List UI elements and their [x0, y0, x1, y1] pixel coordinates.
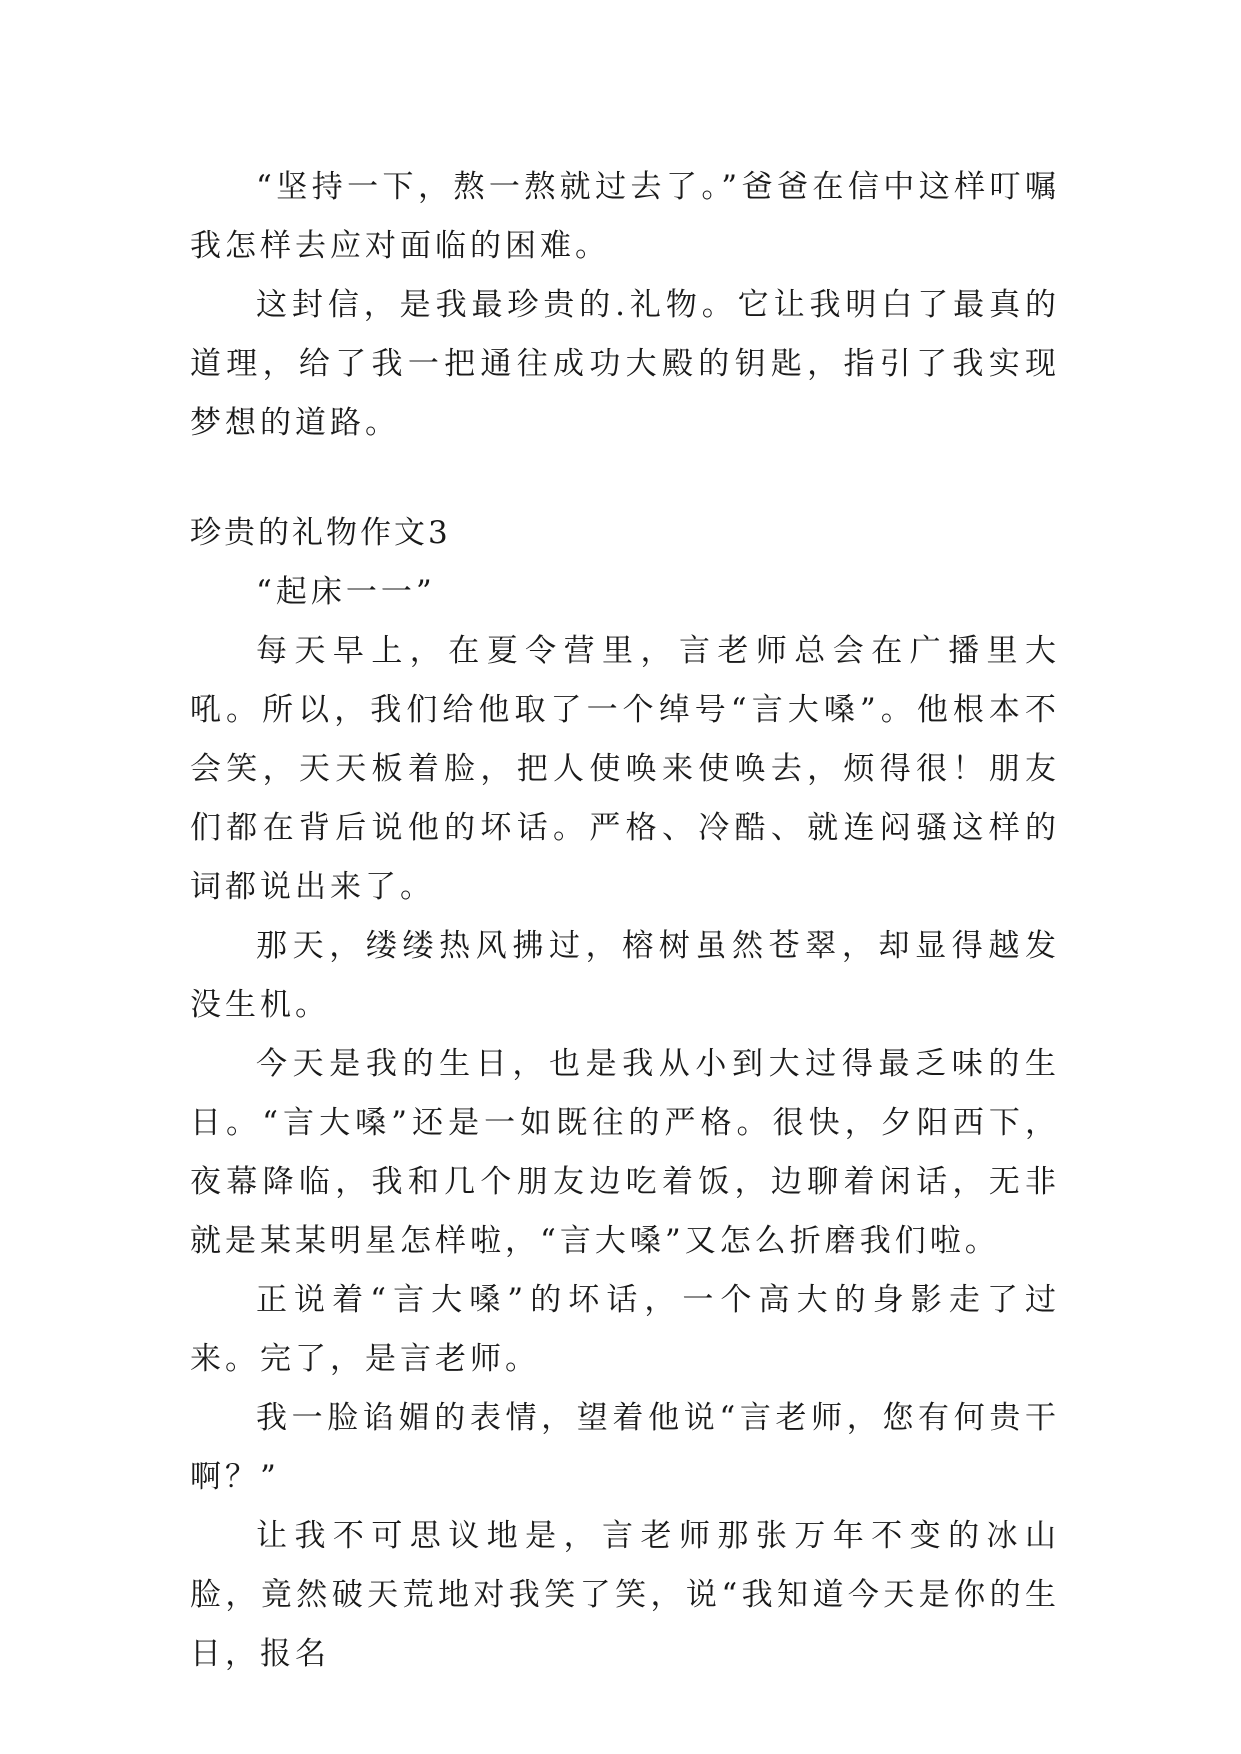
paragraph-question: 我一脸谄媚的表情，望着他说“言老师，您有何贵干啊？”	[190, 1400, 1060, 1495]
paragraph-wake-up: “起床一一”	[256, 574, 436, 610]
paragraph-morning: 每天早上，在夏令营里，言老师总会在广播里大吼。所以，我们给他取了一个绰号“言大嗓”。他根本不会笑，天天板着脸，把人使唤来使唤去，烦得很！朋友们都在背后说他的坏话。严格、冷酷、就连闷骚这样的词都说出来了。	[190, 633, 1060, 905]
paragraph-letter-gift: 这封信，是我最珍贵的.礼物。它让我明白了最真的道理，给了我一把通往成功大殿的钥匙，指引了我实现梦想的道路。	[190, 287, 1060, 441]
paragraph-reminder: “坚持一下，熬一熬就过去了。”爸爸在信中这样叮嘱我怎样去应对面临的困难。	[190, 169, 1060, 264]
section-title: 珍贵的礼物作文3	[190, 515, 451, 551]
paragraph-surprise: 让我不可思议地是，言老师那张万年不变的冰山脸，竟然破天荒地对我笑了笑，说“我知道今天是你的生日，报名	[190, 1518, 1060, 1672]
paragraph-teacher-arrives: 正说着“言大嗓”的坏话，一个高大的身影走了过来。完了，是言老师。	[190, 1282, 1060, 1377]
document-body	[190, 158, 1060, 1684]
paragraph-that-day: 那天，缕缕热风拂过，榕树虽然苍翠，却显得越发没生机。	[190, 928, 1060, 1023]
paragraph-birthday: 今天是我的生日，也是我从小到大过得最乏味的生日。“言大嗓”还是一如既往的严格。很快，夕阳西下，夜幕降临，我和几个朋友边吃着饭，边聊着闲话，无非就是某某明星怎样啦，“言大嗓”又怎么折磨我们啦。	[190, 1046, 1060, 1259]
